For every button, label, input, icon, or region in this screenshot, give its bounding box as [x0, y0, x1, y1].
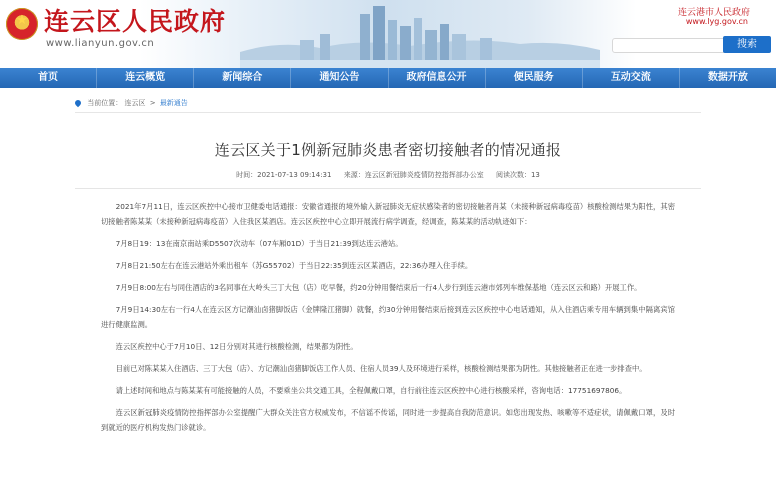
nav-item-home[interactable]: 首页 — [0, 68, 97, 88]
article-paragraph: 7月8日19：13在南京南站乘D5507次动车（07车厢01D）于当日21:39到达连云港站。 — [115, 239, 403, 248]
article-container — [75, 88, 701, 435]
article-paragraph: 目前已对陈某某入住酒店、三丁大包（店）、方记潮汕卤猪脚饭店工作人员、住宿人员39人及环境进行采样，核酸检测结果都为阴性。其他接触者正在进一步排查中。 — [115, 364, 647, 373]
site-url: www.lianyun.gov.cn — [46, 38, 155, 49]
site-header — [0, 0, 776, 68]
city-gov-link[interactable]: 连云港市人民政府 — [677, 8, 750, 18]
breadcrumb-prefix: 当前位置： — [87, 99, 123, 107]
nav-item-news[interactable]: 新闻综合 — [194, 68, 291, 88]
article-paragraph: 2021年7月11日，连云区疾控中心接市卫健委电话通报：安徽省通报的境外输入新冠肺炎无症状感染者的密切接触者肖某（未接种新冠病毒疫苗）核酸检测结果为阳性，其密切接触者陈某某（未接种新冠病毒疫苗）入住我区某酒店。连云区疾控中心立即开展流行病学调查，经调查，陈某某的活动轨迹如下： — [101, 202, 675, 226]
nav-item-gov-info[interactable]: 政府信息公开 — [389, 68, 486, 88]
breadcrumb-separator: > — [149, 99, 156, 107]
article-body — [75, 189, 701, 435]
breadcrumb-item-district[interactable]: 连云区 — [124, 99, 146, 107]
article-paragraph: 7月9日14:30左右一行4人在连云区方记潮汕卤猪脚饭店（金牌隆江猪脚）就餐，约30分钟用餐结束后接到连云区疾控中心电话通知，从入住酒店乘专用车辆到集中隔离宾馆进行健康监测。 — [101, 305, 675, 329]
main-nav — [0, 68, 776, 88]
publish-time: 时间：2021-07-13 09:14:31 — [236, 171, 332, 179]
search-input[interactable] — [612, 38, 724, 53]
nav-item-interaction[interactable]: 互动交流 — [583, 68, 680, 88]
nav-item-open-data[interactable]: 数据开放 — [707, 72, 748, 83]
article-paragraph: 请上述时间和地点与陈某某有可能接触的人员，不要乘坐公共交通工具，全程佩戴口罩，自行前往连云区疾控中心进行核酸采样，咨询电话：17751697806。 — [115, 386, 627, 395]
article-paragraph: 连云区新冠肺炎疫情防控指挥部办公室提醒广大群众关注官方权威发布，不信谣不传谣，同时进一步提高自我防范意识。如您出现发热、咳嗽等不适症状，请佩戴口罩，及时到就近的医疗机构发热门诊就诊。 — [101, 408, 675, 432]
city-gov-url[interactable]: www.lyg.gov.cn — [685, 17, 748, 26]
article-source: 来源：连云区新冠肺炎疫情防控指挥部办公室 — [343, 171, 484, 179]
national-emblem-icon: ★ — [6, 8, 38, 40]
nav-item-overview[interactable]: 连云概览 — [97, 68, 194, 88]
article-paragraph: 7月9日8:00左右与同住酒店的3名同事在大岭头三丁大包（店）吃早餐，约20分钟用餐结束后一行4人步行到连云港市郊列车维保基地（连云区云和路）开展工作。 — [115, 283, 642, 292]
article-meta — [75, 170, 701, 189]
nav-item-services[interactable]: 便民服务 — [486, 68, 583, 88]
site-title[interactable]: 连云区人民政府 — [44, 7, 227, 36]
location-pin-icon — [74, 99, 82, 107]
article-paragraph: 连云区疾控中心于7月10日、12日分别对其进行核酸检测，结果都为阴性。 — [115, 342, 358, 351]
article-paragraph: 7月8日21:50左右在连云港站外乘出租车（苏G55702）于当日22:35到连云区某酒店，22:36办理入住手续。 — [115, 261, 473, 270]
city-skyline-banner — [240, 0, 600, 68]
view-count: 阅读次数：13 — [495, 171, 540, 179]
breadcrumb-item-latest[interactable]: 最新通告 — [159, 99, 188, 107]
nav-item-notices[interactable]: 通知公告 — [291, 68, 388, 88]
search-button[interactable]: 搜索 — [723, 36, 771, 53]
breadcrumb — [75, 88, 701, 113]
article-title: 连云区关于1例新冠肺炎患者密切接触者的情况通报 — [214, 141, 562, 159]
